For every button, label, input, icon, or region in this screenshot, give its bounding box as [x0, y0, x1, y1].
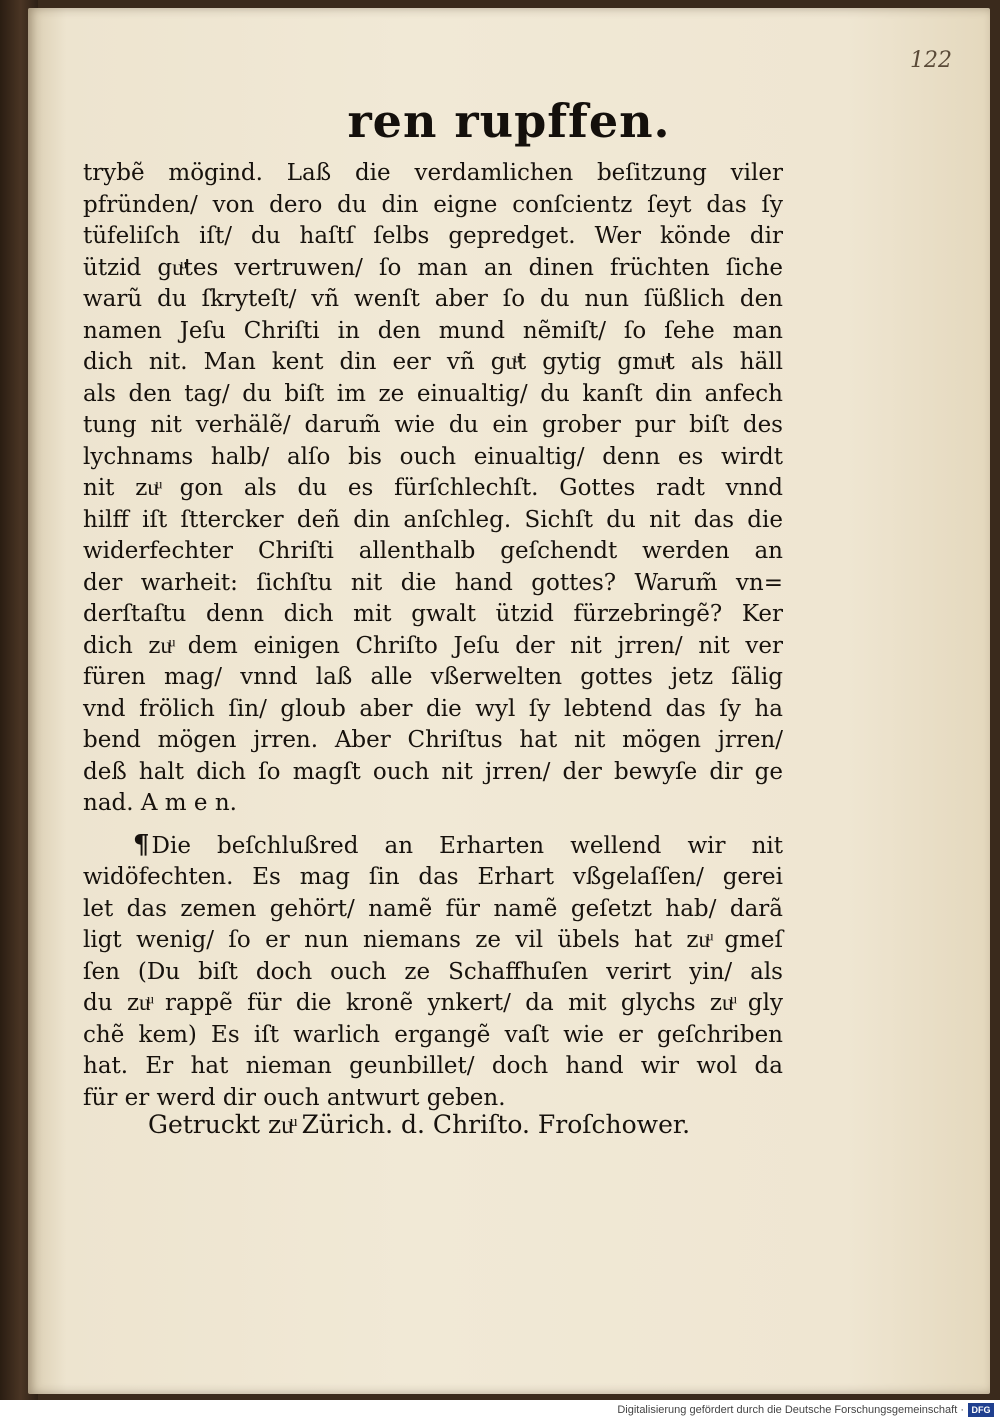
paragraph-conclusion — [83, 830, 783, 1115]
text-line: hilff iſt ſttercker deñ din anſchleg. Sichſt du nit das die — [83, 506, 783, 533]
text-line: vnd frölich ſin/ gloub aber die wyl ſy lebtend das ſy ha — [83, 695, 783, 722]
folio-number: 122 — [910, 48, 952, 73]
dfg-logo: DFG — [968, 1403, 994, 1417]
text-line: tüfeliſch iſt/ du haſtſ ſelbs gepredget. Wer könde dir — [83, 223, 783, 249]
text-line: Die beſchlußred an Erharten wellend wir nit — [151, 832, 783, 859]
text-line: widöfechten. Es mag ſin das Erhart vßgelaſſen/ gerei — [83, 864, 783, 890]
text-line: chẽ kem) Es iſt warlich ergangẽ vaſt wie er geſchriben — [83, 1021, 783, 1048]
colophon: Getruckt zuͧ Zürich. d. Chriſto. Froſchower. — [148, 1110, 691, 1139]
text-line: füren mag/ vnnd laß alle vßerwelten gottes jetz ſälig — [83, 664, 783, 690]
text-line: namen Jeſu Chriſti in den mund nẽmiſt/ ſo ſehe man — [83, 317, 783, 344]
footer-bar — [0, 1400, 1000, 1422]
text-line: als den tag/ du biſt im ze einualtig/ du kanſt din anfech — [83, 380, 783, 407]
text-line: dich nit. Man kent din eer vñ guͧt gytig gmuͧt als häll — [83, 349, 783, 375]
text-line: nad. A m e n. — [83, 790, 237, 816]
text-line-row — [83, 830, 783, 863]
text-line: ſen (Du biſt doch ouch ze Schaffhuſen verirt yin/ als — [83, 958, 783, 985]
text-line: ützid guͧtes vertruwen/ ſo man an dinen früchten ſiche — [83, 254, 783, 281]
pilcrow-mark: ¶ — [133, 829, 150, 860]
text-line: let das zemen gehört/ namẽ für namẽ geſetzt hab/ darã — [83, 895, 783, 922]
text-line: du zuͧ rappẽ für die kronẽ ynkert/ da mit glychs zuͧ gly — [83, 990, 783, 1016]
running-head: ren rupffen. — [347, 94, 671, 148]
text-line: der warheit: ſichſtu nit die hand gottes? Warum̃ vn= — [83, 569, 783, 596]
text-line: pfründen/ von dero du din eigne conſcientz ſeyt das ſy — [83, 191, 783, 218]
text-line: dich zuͧ dem einigen Chriſto Jeſu der nit jrren/ nit ver — [83, 632, 783, 659]
text-line: lychnams halb/ alſo bis ouch einualtig/ denn es wirdt — [83, 443, 783, 470]
body-text — [83, 158, 783, 1114]
text-line: derſtaſtu denn dich mit gwalt ützid fürzebringẽ? Ker — [83, 601, 783, 627]
text-line: widerfechter Chriſti allenthalb geſchendt werden an — [83, 538, 783, 564]
text-line: ligt wenig/ ſo er nun niemans ze vil übels hat zuͧ gmeſ — [83, 927, 783, 953]
text-line: hat. Er hat nieman geunbillet/ doch hand wir wol da — [83, 1053, 783, 1079]
text-line: für er werd dir ouch antwurt geben. — [83, 1084, 506, 1111]
text-line: warũ du ſkryteſt/ vñ wenſt aber ſo du nun ſüßlich den — [83, 286, 783, 312]
book-page — [28, 8, 990, 1394]
text-line: tung nit verhälẽ/ darum̃ wie du ein grober pur biſt des — [83, 412, 783, 438]
text-line: trybẽ mögind. Laß die verdamlichen beſitzung viler — [83, 160, 783, 186]
funding-credit: Digitalisierung gefördert durch die Deutsche Forschungsgemeinschaft · — [617, 1404, 964, 1416]
text-line: bend mögen jrren. Aber Chriſtus hat nit mögen jrren/ — [83, 727, 783, 753]
text-line: deß halt dich ſo magſt ouch nit jrren/ der bewyſe dir ge — [83, 758, 783, 785]
text-line: nit zuͧ gon als du es fürſchlechſt. Gottes radt vnnd — [83, 475, 783, 501]
paragraph-main — [83, 158, 783, 820]
